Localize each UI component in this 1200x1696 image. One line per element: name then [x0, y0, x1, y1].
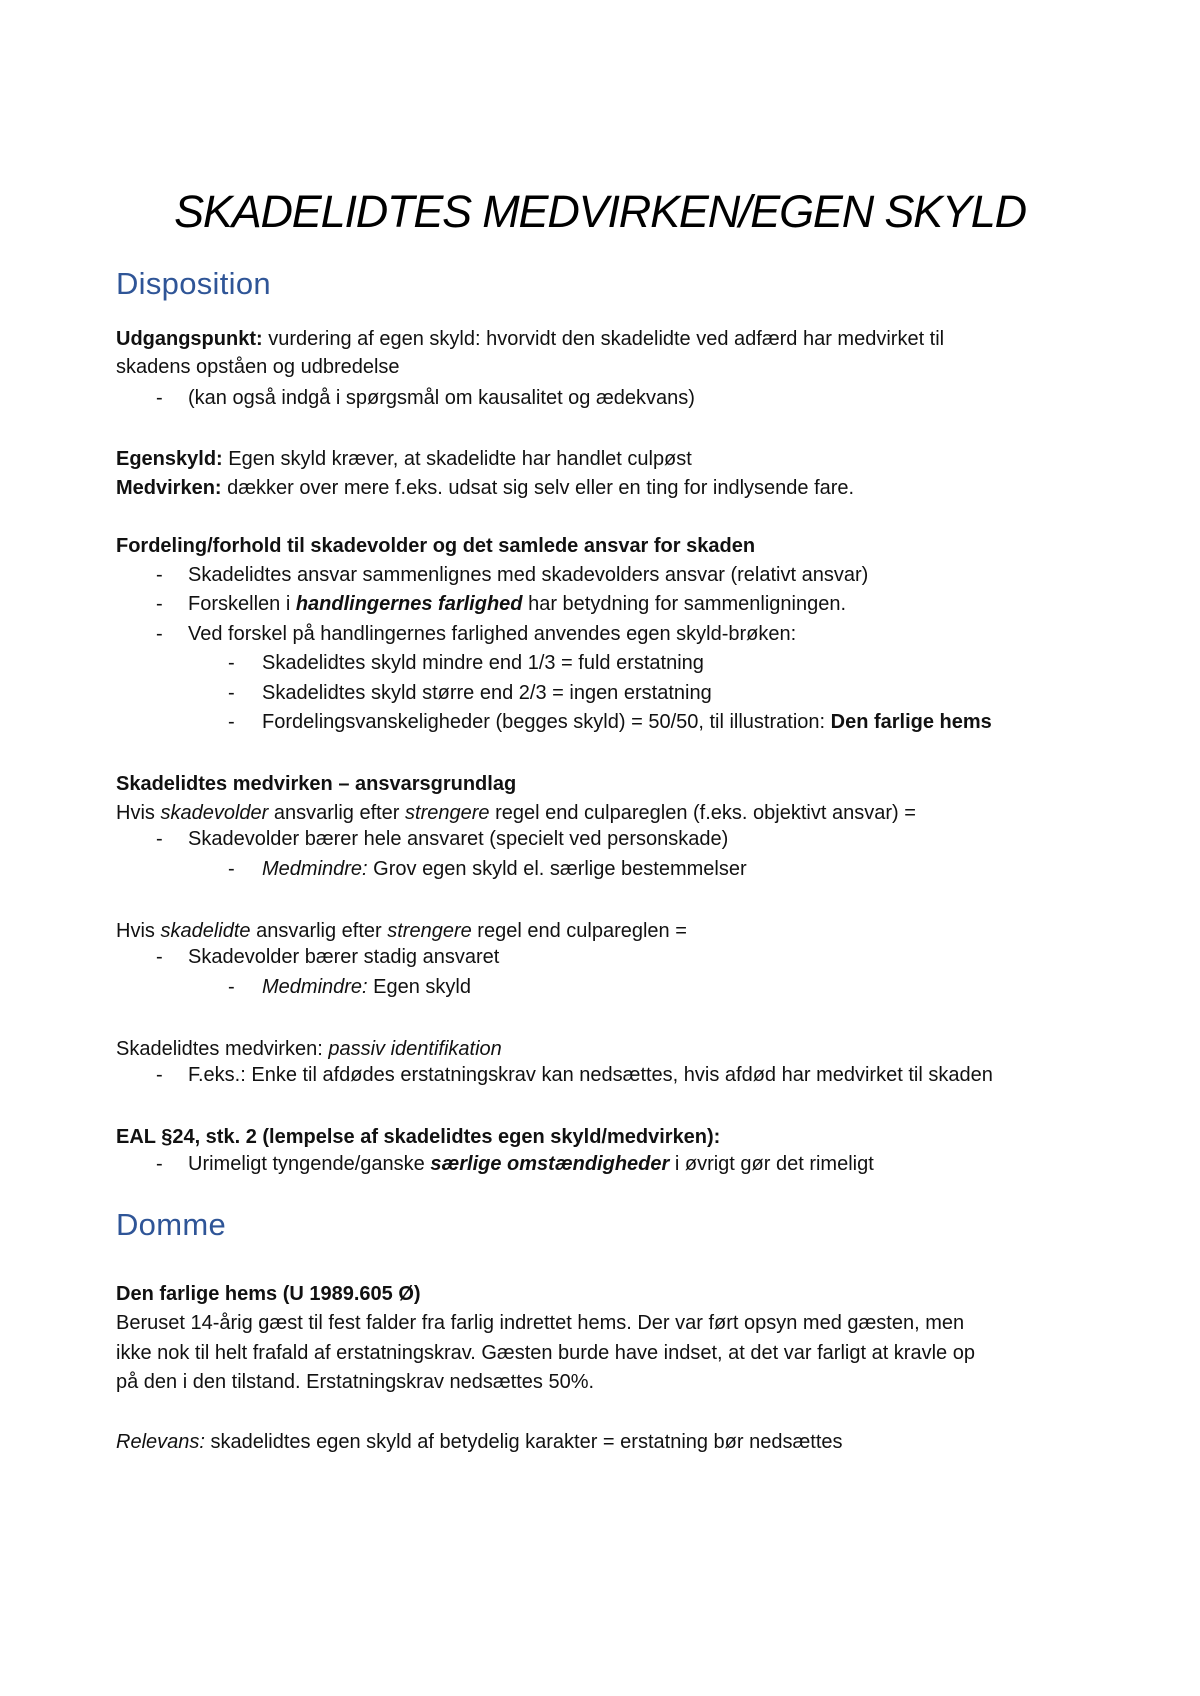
hvis1-sub [262, 858, 747, 881]
udgangspunkt-line-2: skadens opståen og udbredelse [116, 356, 400, 378]
relevans-text: skadelidtes egen skyld af betydelig karakter = erstatning bør nedsættes [204, 1431, 843, 1453]
fordeling-bullet-1: Skadelidtes ansvar sammenlignes med skadevolders ansvar (relativt ansvar) [188, 564, 869, 586]
fordeling-b2-post: har betydning for sammenligningen. [522, 593, 847, 615]
hvis2-b: skadelidte [160, 920, 251, 942]
fordeling-s3-pre: Fordelingsvanskeligheder (begges skyld) = 50/50, til illustration: [262, 711, 831, 733]
case-line-3: på den i den tilstand. Erstatningskrav nedsættes 50%. [116, 1371, 595, 1393]
egenskyld-text: Egen skyld kræver, at skadelidte har handlet culpøst [222, 448, 692, 470]
heading-disposition: Disposition [116, 266, 271, 301]
egenskyld-label: Egenskyld: [116, 448, 223, 470]
hvis2-bullet: Skadevolder bærer stadig ansvaret [188, 946, 500, 968]
bullet-dash: - [156, 564, 163, 586]
hvis2-sub [262, 976, 471, 999]
hvis1-c: ansvarlig efter [268, 802, 406, 824]
passiv-pre: Skadelidtes medvirken: [116, 1038, 329, 1060]
medvirken-line [116, 474, 854, 502]
hvis1-d: strengere [405, 802, 490, 824]
relevans-line [116, 1428, 843, 1456]
case-line-2: ikke nok til helt frafald af erstatningskrav. Gæsten burde have indset, at det var farligt at kravle op [116, 1342, 975, 1364]
udgangspunkt-label: Udgangspunkt: [116, 328, 263, 350]
case-title: Den farlige hems (U 1989.605 Ø) [116, 1283, 421, 1305]
sub-bullet-dash: - [228, 682, 235, 704]
eal-bullet-em: særlige omstændigheder [430, 1153, 670, 1175]
fordeling-b2-emphasis: handlingernes farlighed [295, 593, 523, 615]
udgangspunkt-text: vurdering af egen skyld: hvorvidt den skadelidte ved adfærd har medvirket til [262, 328, 945, 350]
ansvar-heading: Skadelidtes medvirken – ansvarsgrundlag [116, 773, 517, 795]
hvis1-sub-text: Grov egen skyld el. særlige bestemmelser [367, 858, 747, 880]
heading-domme: Domme [116, 1207, 227, 1242]
fordeling-sub-2: Skadelidtes skyld større end 2/3 = ingen erstatning [262, 682, 712, 704]
hvis1-e: regel end culpareglen (f.eks. objektivt ansvar) = [489, 802, 916, 824]
sub-bullet-dash: - [228, 652, 235, 674]
passiv-em: passiv identifikation [328, 1038, 502, 1060]
relevans-label: Relevans: [116, 1431, 205, 1453]
medvirken-text: dækker over mere f.eks. udsat sig selv eller en ting for indlysende fare. [221, 477, 855, 499]
eal-bullet-post: i øvrigt gør det rimeligt [669, 1153, 874, 1175]
hvis2-a: Hvis [116, 920, 161, 942]
bullet-dash: - [156, 1064, 163, 1086]
passiv-line [116, 1035, 502, 1063]
hvis2-line [116, 917, 687, 945]
passiv-bullet: F.eks.: Enke til afdødes erstatningskrav kan nedsættes, hvis afdød har medvirket til skaden [188, 1064, 993, 1086]
hvis1-bullet: Skadevolder bærer hele ansvaret (specielt ved personskade) [188, 828, 729, 850]
hvis2-sub-text: Egen skyld [367, 976, 471, 998]
bullet-dash: - [156, 387, 163, 409]
hvis2-e: regel end culpareglen = [471, 920, 687, 942]
fordeling-sub-3 [262, 711, 992, 734]
medvirken-label: Medvirken: [116, 477, 222, 499]
udgangspunkt-bullet: (kan også indgå i spørgsmål om kausalitet og ædekvans) [188, 387, 695, 409]
udgangspunkt-line [116, 325, 944, 353]
fordeling-bullet-2 [188, 593, 846, 616]
bullet-dash: - [156, 1153, 163, 1175]
sub-bullet-dash: - [228, 858, 235, 880]
hvis1-line [116, 799, 916, 827]
egenskyld-line [116, 445, 692, 473]
eal-bullet-pre: Urimeligt tyngende/ganske [188, 1153, 431, 1175]
case-line-1: Beruset 14-årig gæst til fest falder fra farlig indrettet hems. Der var ført opsyn med gæsten, men [116, 1312, 965, 1334]
fordeling-b2-pre: Forskellen i [188, 593, 296, 615]
hvis2-d: strengere [387, 920, 472, 942]
hvis1-a: Hvis [116, 802, 161, 824]
hvis1-b: skadevolder [160, 802, 269, 824]
bullet-dash: - [156, 593, 163, 615]
bullet-dash: - [156, 828, 163, 850]
sub-bullet-dash: - [228, 711, 235, 733]
hvis2-sub-em: Medmindre: [262, 976, 368, 998]
bullet-dash: - [156, 946, 163, 968]
eal-bullet [188, 1153, 874, 1176]
eal-heading: EAL §24, stk. 2 (lempelse af skadelidtes egen skyld/medvirken): [116, 1126, 721, 1148]
fordeling-heading: Fordeling/forhold til skadevolder og det samlede ansvar for skaden [116, 535, 756, 557]
hvis1-sub-em: Medmindre: [262, 858, 368, 880]
bullet-dash: - [156, 623, 163, 645]
sub-bullet-dash: - [228, 976, 235, 998]
hvis2-c: ansvarlig efter [250, 920, 388, 942]
fordeling-bullet-3: Ved forskel på handlingernes farlighed anvendes egen skyld-brøken: [188, 623, 797, 645]
fordeling-sub-1: Skadelidtes skyld mindre end 1/3 = fuld erstatning [262, 652, 704, 674]
page-title: SKADELIDTES MEDVIRKEN/EGEN SKYLD [174, 186, 1026, 237]
fordeling-s3-bold: Den farlige hems [830, 711, 992, 733]
